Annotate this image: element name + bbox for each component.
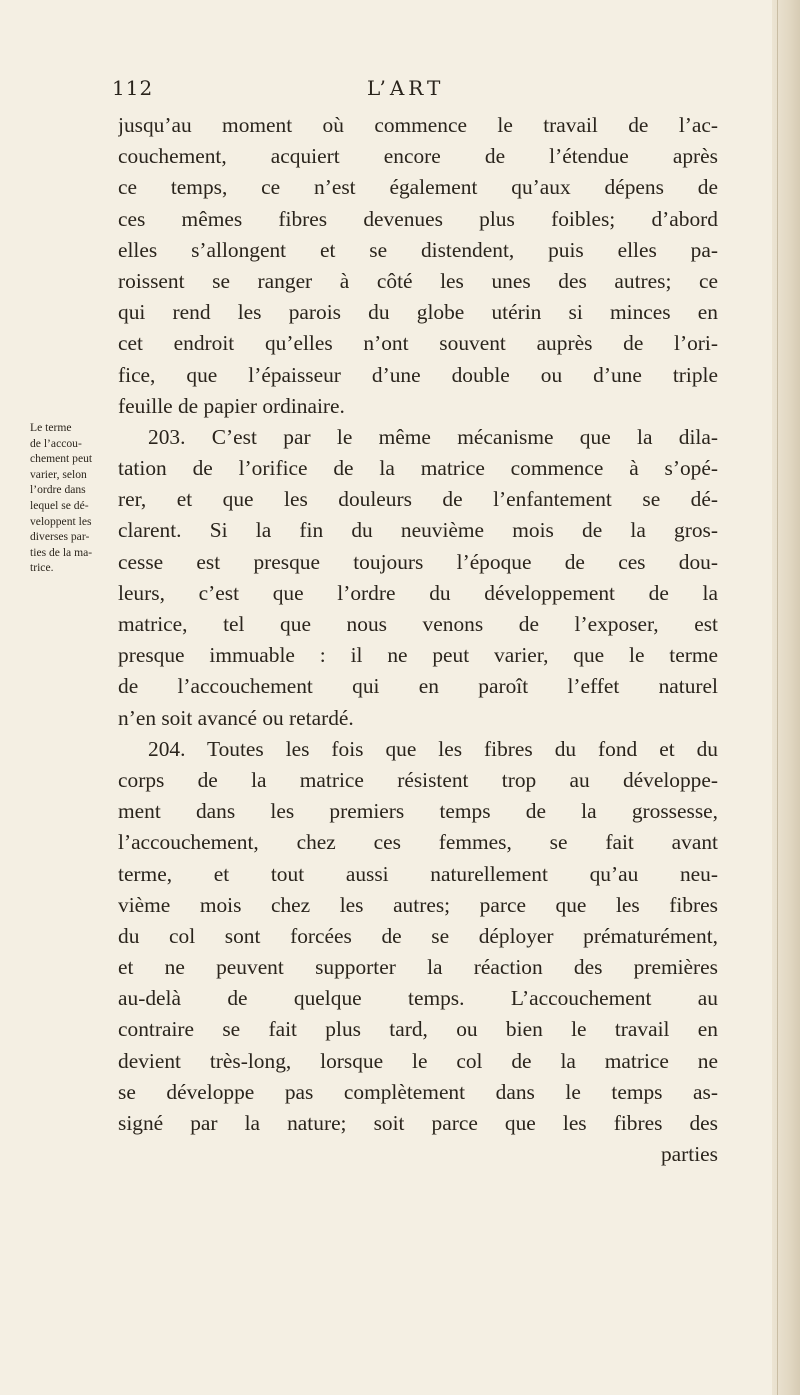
text-line: clarent. Si la fin du neuvième mois de la gros- bbox=[118, 518, 718, 543]
text-line: presque immuable : il ne peut varier, que le terme bbox=[118, 643, 718, 668]
text-line: et ne peuvent supporter la réaction des premières bbox=[118, 955, 718, 980]
margin-line: Le terme bbox=[30, 421, 72, 434]
text-line: leurs, c’est que l’ordre du développement de la bbox=[118, 580, 718, 605]
paragraph-203-start: 203. C’est par le même mécanisme que la dila- bbox=[148, 424, 718, 449]
text-line: l’accouchement, chez ces femmes, se fait avant bbox=[118, 830, 718, 855]
text-line: roissent se ranger à côté les unes des autres; ce bbox=[118, 268, 718, 293]
margin-line: ties de la ma- bbox=[30, 545, 93, 559]
margin-line: de l’accou- bbox=[30, 436, 82, 450]
margin-note bbox=[30, 420, 120, 576]
text-line: n’en soit avancé ou retardé. bbox=[118, 705, 354, 730]
text-line: cesse est presque toujours l’époque de ces dou- bbox=[118, 549, 718, 574]
text-line: au-delà de quelque temps. L’accouchement au bbox=[118, 986, 718, 1011]
text-line: corps de la matrice résistent trop au développe- bbox=[118, 767, 718, 792]
margin-line: veloppent les bbox=[30, 514, 92, 528]
text-line: matrice, tel que nous venons de l’exposer, est bbox=[118, 612, 718, 636]
page-edge-line bbox=[777, 0, 778, 1395]
paragraph-204-start: 204. Toutes les fois que les fibres du fond et du bbox=[148, 736, 718, 761]
text-line: ment dans les premiers temps de la grossesse, bbox=[118, 799, 718, 824]
text-line: couchement, acquiert encore de l’étendue après bbox=[118, 144, 718, 169]
text-line: ces mêmes fibres devenues plus foibles; d’abord bbox=[118, 206, 718, 231]
text-line: cet endroit qu’elles n’ont souvent auprès de l’ori- bbox=[118, 331, 718, 356]
text-line: tation de l’orifice de la matrice commence à s’opé- bbox=[118, 456, 718, 481]
text-line: rer, et que les douleurs de l’enfantement se dé- bbox=[118, 487, 718, 512]
text-line: contraire se fait plus tard, ou bien le travail en bbox=[118, 1017, 718, 1042]
text-line: vième mois chez les autres; parce que les fibres bbox=[118, 892, 718, 917]
text-line: qui rend les parois du globe utérin si minces en bbox=[118, 300, 718, 325]
running-head: L’ART bbox=[367, 76, 445, 100]
running-header bbox=[112, 70, 522, 104]
page-number: 112 bbox=[112, 76, 154, 100]
margin-line: varier, selon bbox=[30, 467, 87, 481]
text-line: de l’accouchement qui en paroît l’effet naturel bbox=[118, 674, 718, 699]
text-line: se développe pas complètement dans le temps as- bbox=[118, 1079, 718, 1104]
catchword: parties bbox=[660, 1142, 718, 1167]
body-text bbox=[118, 110, 718, 1170]
margin-line: trice. bbox=[30, 561, 54, 575]
margin-line: l’ordre dans bbox=[30, 483, 86, 497]
text-line: jusqu’au moment où commence le travail de l’ac- bbox=[118, 113, 718, 137]
margin-line: diverses par- bbox=[30, 530, 90, 544]
text-line: elles s’allongent et se distendent, puis elles pa- bbox=[118, 237, 718, 262]
text-line: terme, et tout aussi naturellement qu’au neu- bbox=[118, 861, 718, 886]
margin-line: lequel se dé- bbox=[30, 498, 89, 512]
text-line: signé par la nature; soit parce que les fibres des bbox=[118, 1111, 718, 1135]
text-line: feuille de papier ordinaire. bbox=[118, 393, 345, 418]
margin-line: chement peut bbox=[30, 452, 93, 466]
text-line: devient très-long, lorsque le col de la matrice ne bbox=[118, 1048, 718, 1073]
text-line: fice, que l’épaisseur d’une double ou d’une triple bbox=[118, 362, 718, 387]
text-line: du col sont forcées de se déployer prématurément, bbox=[118, 923, 718, 948]
text-line: ce temps, ce n’est également qu’aux dépens de bbox=[118, 175, 718, 200]
